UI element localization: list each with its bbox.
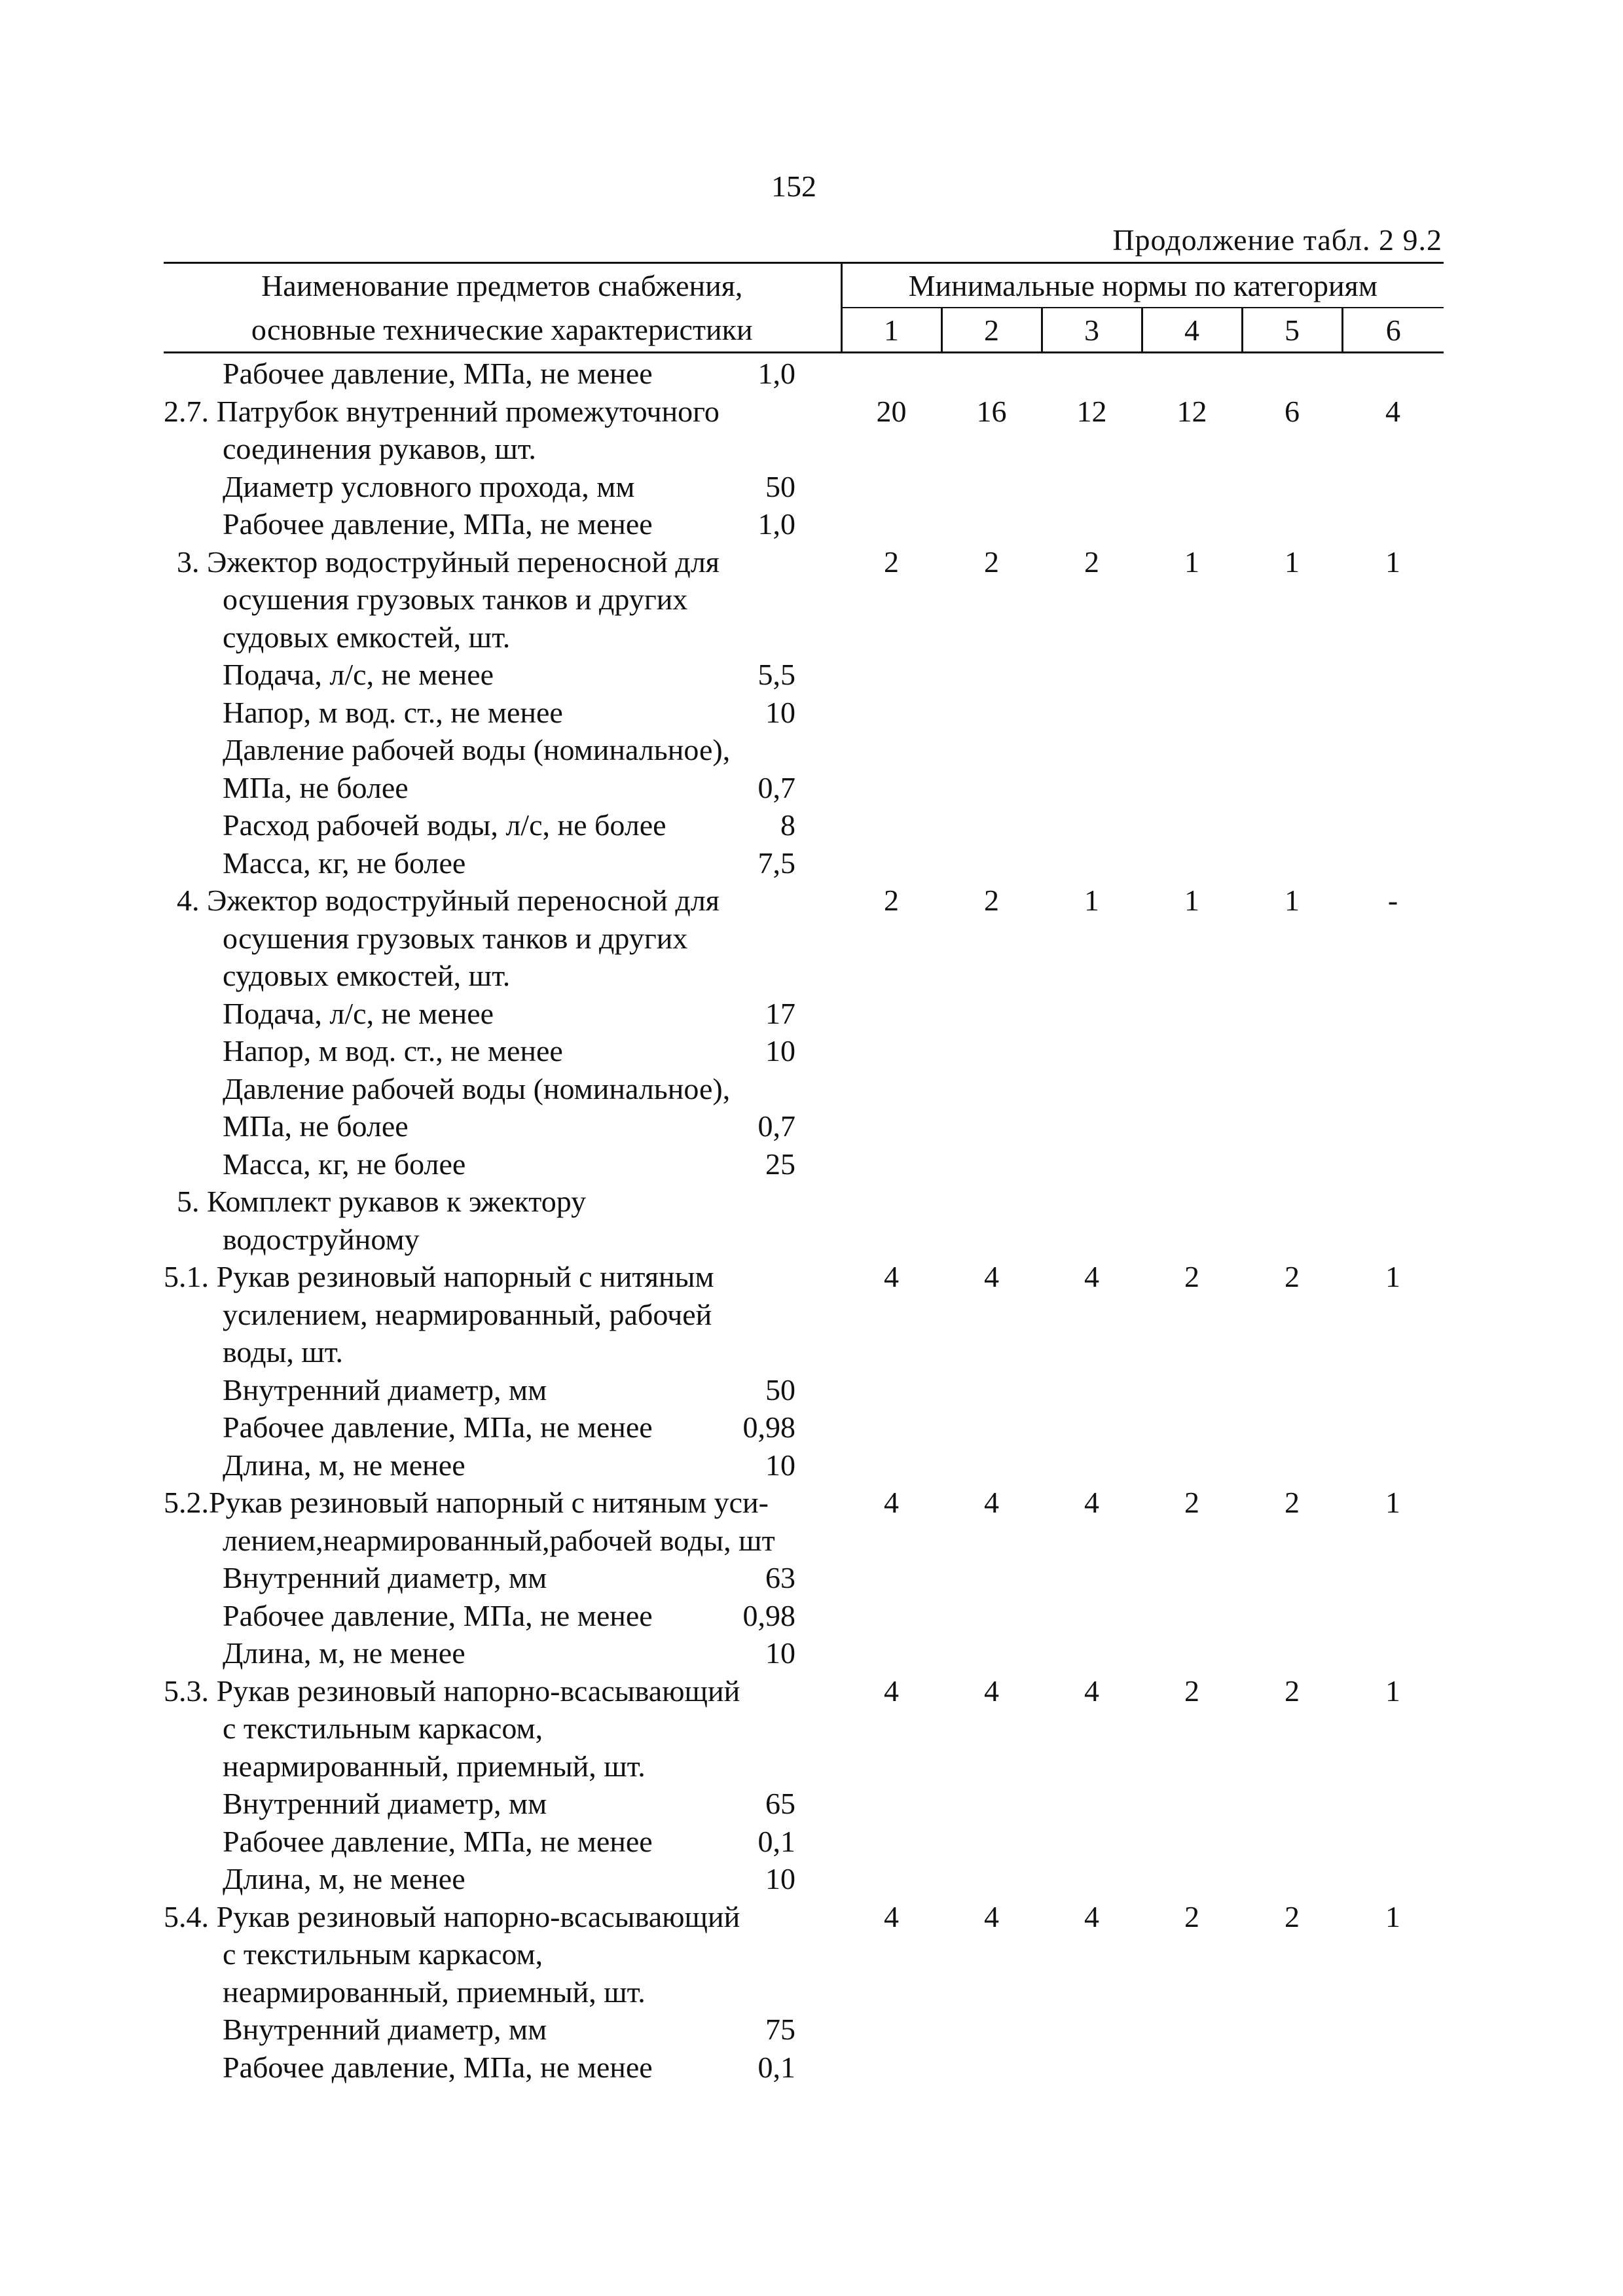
table-row [164, 1672, 1444, 1898]
item-description-cell [164, 1898, 841, 2087]
description-text: неармированный, приемный, шт. [223, 1975, 646, 2009]
description-text: воды, шт. [223, 1335, 343, 1369]
norm-category-1: 4 [884, 1486, 899, 1519]
characteristic-value: 0,1 [757, 1824, 795, 1858]
description-line [164, 1785, 841, 1823]
norm-category-5: 1 [1285, 545, 1300, 579]
description-line [164, 694, 841, 732]
description-text: Напор, м вод. ст., не менее [223, 1034, 563, 1067]
supply-norms-table-wrapper [164, 262, 1444, 2086]
description-line [164, 731, 841, 769]
category-header-5: 5 [1242, 308, 1342, 353]
description-text: 5.2.Рукав резиновый напорный с нитяным уси- [164, 1486, 769, 1519]
characteristic-value: 10 [765, 1862, 795, 1895]
description-text: неармированный, приемный, шт. [223, 1749, 646, 1783]
characteristic-value: 1,0 [757, 357, 795, 390]
table-header [164, 263, 1444, 353]
characteristic-value: 10 [765, 1448, 795, 1482]
characteristic-value: 65 [765, 1787, 795, 1820]
description-text: Длина, м, не менее [223, 1636, 465, 1670]
norm-category-1 [841, 1183, 941, 1258]
norm-category-1 [841, 353, 941, 393]
norm-category-2: 16 [976, 394, 1007, 428]
norm-category-3: 4 [1084, 1674, 1099, 1708]
description-text: Внутренний диаметр, мм [223, 1787, 547, 1820]
description-text: Давление рабочей воды (номинальное), [223, 733, 731, 766]
description-line [164, 543, 841, 581]
norm-category-1: 2 [884, 545, 899, 579]
norm-category-6: 1 [1385, 1260, 1401, 1293]
description-text: Внутренний диаметр, мм [223, 1372, 547, 1407]
description-line [164, 1070, 841, 1108]
table-row [164, 393, 1444, 543]
description-line [164, 2011, 841, 2049]
description-line [164, 1371, 841, 1409]
characteristic-value: 8 [780, 808, 795, 842]
description-line [164, 1672, 841, 1710]
item-description-cell [164, 1183, 841, 1258]
characteristic-value: 17 [765, 996, 795, 1030]
table-row [164, 353, 1444, 393]
description-text: Внутренний диаметр, мм [223, 1561, 547, 1594]
description-line [164, 1860, 841, 1898]
description-line [164, 1145, 841, 1183]
characteristic-value [795, 1898, 841, 1936]
characteristic-value [795, 1935, 841, 1973]
description-text: Подача, л/с, не менее [223, 996, 494, 1030]
name-column-header-line2: основные технические характеристики [164, 308, 841, 353]
description-line [164, 1484, 841, 1522]
norm-category-1: 4 [884, 1899, 899, 1933]
description-text: осушения грузовых танков и других [223, 583, 688, 616]
description-text: осушения грузовых танков и других [223, 921, 688, 955]
characteristic-value [795, 1258, 841, 1296]
description-text: судовых емкостей, шт. [223, 959, 511, 992]
norm-category-2: 4 [984, 1674, 999, 1708]
norm-category-6: 1 [1385, 545, 1401, 579]
norm-category-4: 1 [1184, 545, 1199, 579]
characteristic-value [795, 957, 841, 995]
norm-category-2: 2 [984, 884, 999, 917]
description-text: 2.7. Патрубок внутренний промежуточного [164, 394, 720, 428]
norm-category-2 [941, 353, 1042, 393]
norm-category-1: 4 [884, 1674, 899, 1708]
norm-category-3: 1 [1084, 884, 1099, 917]
description-line [164, 393, 841, 431]
norm-category-1: 20 [876, 394, 907, 428]
characteristic-value [795, 393, 841, 431]
norm-category-2: 4 [984, 1899, 999, 1933]
description-line [164, 505, 841, 543]
description-line [164, 920, 841, 958]
description-text: Напор, м вод. ст., не менее [223, 695, 563, 729]
description-text: Подача, л/с, не менее [223, 658, 494, 691]
name-column-header-line1: Наименование предметов снабжения, [164, 263, 841, 308]
description-text: с текстильным каркасом, [223, 1937, 543, 1971]
description-line [164, 1221, 841, 1259]
norm-category-5 [1242, 353, 1342, 393]
norm-category-3: 4 [1084, 1486, 1099, 1519]
norm-category-1: 4 [884, 1260, 899, 1293]
description-line [164, 1446, 841, 1484]
norm-category-1: 2 [884, 884, 899, 917]
category-header-3: 3 [1042, 308, 1142, 353]
characteristic-value [795, 581, 841, 619]
description-line [164, 1296, 841, 1334]
description-line [164, 1710, 841, 1748]
characteristic-value [795, 430, 841, 468]
norm-category-5: 6 [1285, 394, 1300, 428]
norm-category-3: 4 [1084, 1899, 1099, 1933]
category-header-1: 1 [841, 308, 941, 353]
table-caption: Продолжение табл. 2 9.2 [1112, 223, 1442, 257]
norm-category-3 [1042, 353, 1142, 393]
description-line [164, 581, 841, 619]
description-text: 5.4. Рукав резиновый напорно-всасывающий [164, 1899, 740, 1933]
norm-category-5: 1 [1285, 884, 1300, 917]
characteristic-value [795, 619, 841, 656]
description-line [164, 769, 841, 807]
description-line [164, 2049, 841, 2087]
description-text: 5.3. Рукав резиновый напорно-всасывающий [164, 1674, 740, 1708]
description-line [164, 1935, 841, 1973]
norm-category-6: 1 [1385, 1674, 1401, 1708]
norm-category-2: 4 [984, 1486, 999, 1519]
norm-category-5: 2 [1285, 1260, 1300, 1293]
description-text: Масса, кг, не более [223, 1147, 466, 1181]
norm-category-6 [1342, 353, 1444, 393]
norm-category-4: 2 [1184, 1486, 1199, 1519]
norm-category-5: 2 [1285, 1674, 1300, 1708]
table-row [164, 1484, 1444, 1672]
norm-category-6: - [1387, 884, 1398, 917]
norm-category-6: 1 [1385, 1899, 1401, 1933]
description-text: с текстильным каркасом, [223, 1712, 543, 1745]
description-text: Длина, м, не менее [223, 1862, 465, 1895]
description-line [164, 1333, 841, 1371]
description-text: Давление рабочей воды (номинальное), [223, 1071, 731, 1105]
characteristic-value: 25 [765, 1147, 795, 1181]
description-text: 5. Комплект рукавов к эжектору [177, 1185, 587, 1218]
description-line [164, 1597, 841, 1635]
description-text: Длина, м, не менее [223, 1448, 465, 1482]
characteristic-value: 50 [765, 1372, 795, 1407]
item-description-cell [164, 1484, 841, 1672]
item-description-cell [164, 353, 841, 393]
norm-category-4: 2 [1184, 1260, 1199, 1293]
description-text: усилением, неармированный, рабочей [223, 1297, 712, 1331]
description-line [164, 1032, 841, 1070]
characteristic-value [795, 1710, 841, 1748]
table-body [164, 353, 1444, 2087]
description-line [164, 1183, 841, 1221]
description-text: Диаметр условного прохода, мм [223, 469, 635, 503]
description-text: Рабочее давление, МПа, не менее [223, 1598, 653, 1632]
item-description-cell [164, 882, 841, 1183]
description-text: лением,неармированный,рабочей воды, шт [223, 1523, 775, 1557]
description-text: Рабочее давление, МПа, не менее [223, 507, 653, 541]
norm-category-5 [1242, 1183, 1342, 1258]
norm-category-4: 1 [1184, 884, 1199, 917]
norm-category-2 [941, 1183, 1042, 1258]
table-row [164, 1898, 1444, 2087]
norm-category-4 [1142, 1183, 1242, 1258]
characteristic-value [795, 1484, 841, 1522]
table-row [164, 1258, 1444, 1484]
norm-category-3: 12 [1076, 394, 1107, 428]
characteristic-value: 0,7 [757, 770, 795, 804]
description-text: судовых емкостей, шт. [223, 620, 511, 654]
characteristic-value: 50 [765, 469, 795, 503]
item-description-cell [164, 393, 841, 543]
norm-category-5: 2 [1285, 1486, 1300, 1519]
characteristic-value: 0,98 [742, 1598, 795, 1632]
description-line [164, 1973, 841, 2011]
norm-category-4 [1142, 353, 1242, 393]
norms-group-header: Минимальные нормы по категориям [841, 263, 1444, 308]
description-line [164, 995, 841, 1033]
page-number: 152 [771, 170, 816, 203]
characteristic-value [795, 1748, 841, 1785]
description-text: соединения рукавов, шт. [223, 432, 536, 465]
characteristic-value: 1,0 [757, 507, 795, 541]
norm-category-4: 2 [1184, 1674, 1199, 1708]
norm-category-2: 4 [984, 1260, 999, 1293]
description-text: 3. Эжектор водоструйный переносной для [177, 545, 720, 579]
characteristic-value [795, 1183, 841, 1221]
characteristic-value: 7,5 [757, 846, 795, 880]
norm-category-6: 1 [1385, 1486, 1401, 1519]
description-line [164, 430, 841, 468]
norm-category-5: 2 [1285, 1899, 1300, 1933]
norm-category-4: 12 [1176, 394, 1207, 428]
characteristic-value [795, 1973, 841, 2011]
characteristic-value: 75 [765, 2013, 795, 2046]
table-row [164, 543, 1444, 882]
description-line [164, 1408, 841, 1446]
characteristic-value [795, 731, 841, 769]
description-text: Рабочее давление, МПа, не менее [223, 357, 653, 390]
description-text: Рабочее давление, МПа, не менее [223, 2050, 653, 2084]
description-text: 4. Эжектор водоструйный переносной для [177, 884, 720, 917]
description-line [164, 1107, 841, 1145]
description-line [164, 957, 841, 995]
characteristic-value [795, 1333, 841, 1371]
characteristic-value [795, 1221, 841, 1259]
description-text: Внутренний диаметр, мм [223, 2013, 547, 2046]
description-line [164, 619, 841, 656]
item-description-cell [164, 543, 841, 882]
characteristic-value: 0,1 [757, 2050, 795, 2084]
category-header-2: 2 [941, 308, 1042, 353]
supply-norms-table [164, 262, 1444, 2086]
characteristic-value [795, 920, 841, 958]
characteristic-value: 5,5 [757, 658, 795, 691]
description-line [164, 656, 841, 694]
characteristic-value [795, 1296, 841, 1334]
norm-category-2: 2 [984, 545, 999, 579]
characteristic-value: 10 [765, 1034, 795, 1067]
description-line [164, 1748, 841, 1785]
characteristic-value: 0,98 [742, 1410, 795, 1444]
characteristic-value [795, 1522, 841, 1560]
norm-category-4: 2 [1184, 1899, 1199, 1933]
description-text: Масса, кг, не более [223, 846, 466, 880]
characteristic-value: 10 [765, 1636, 795, 1670]
description-text: водоструйному [223, 1222, 420, 1256]
table-row [164, 1183, 1444, 1258]
norm-category-6 [1342, 1183, 1444, 1258]
description-line [164, 1258, 841, 1296]
norm-category-3: 4 [1084, 1260, 1099, 1293]
description-line [164, 1898, 841, 1936]
description-line [164, 1823, 841, 1861]
characteristic-value [795, 882, 841, 920]
description-text: МПа, не более [223, 1109, 409, 1143]
description-line [164, 806, 841, 844]
description-line [164, 1634, 841, 1672]
characteristic-value [795, 543, 841, 581]
description-text: Рабочее давление, МПа, не менее [223, 1824, 653, 1858]
description-line [164, 844, 841, 882]
characteristic-value [795, 1672, 841, 1710]
characteristic-value: 10 [765, 695, 795, 729]
description-line [164, 1522, 841, 1560]
characteristic-value: 0,7 [757, 1109, 795, 1143]
item-description-cell [164, 1258, 841, 1484]
description-line [164, 355, 841, 393]
description-text: Расход рабочей воды, л/с, не более [223, 808, 666, 842]
norm-category-3 [1042, 1183, 1142, 1258]
description-text: 5.1. Рукав резиновый напорный с нитяным [164, 1260, 714, 1293]
description-text: Рабочее давление, МПа, не менее [223, 1410, 653, 1444]
characteristic-value: 63 [765, 1561, 795, 1594]
table-row [164, 882, 1444, 1183]
category-header-6: 6 [1342, 308, 1444, 353]
description-line [164, 468, 841, 506]
description-line [164, 882, 841, 920]
item-description-cell [164, 1672, 841, 1898]
norm-category-6: 4 [1385, 394, 1401, 428]
norm-category-3: 2 [1084, 545, 1099, 579]
category-header-4: 4 [1142, 308, 1242, 353]
description-line [164, 1559, 841, 1597]
description-text: МПа, не более [223, 770, 409, 804]
characteristic-value [795, 1070, 841, 1108]
